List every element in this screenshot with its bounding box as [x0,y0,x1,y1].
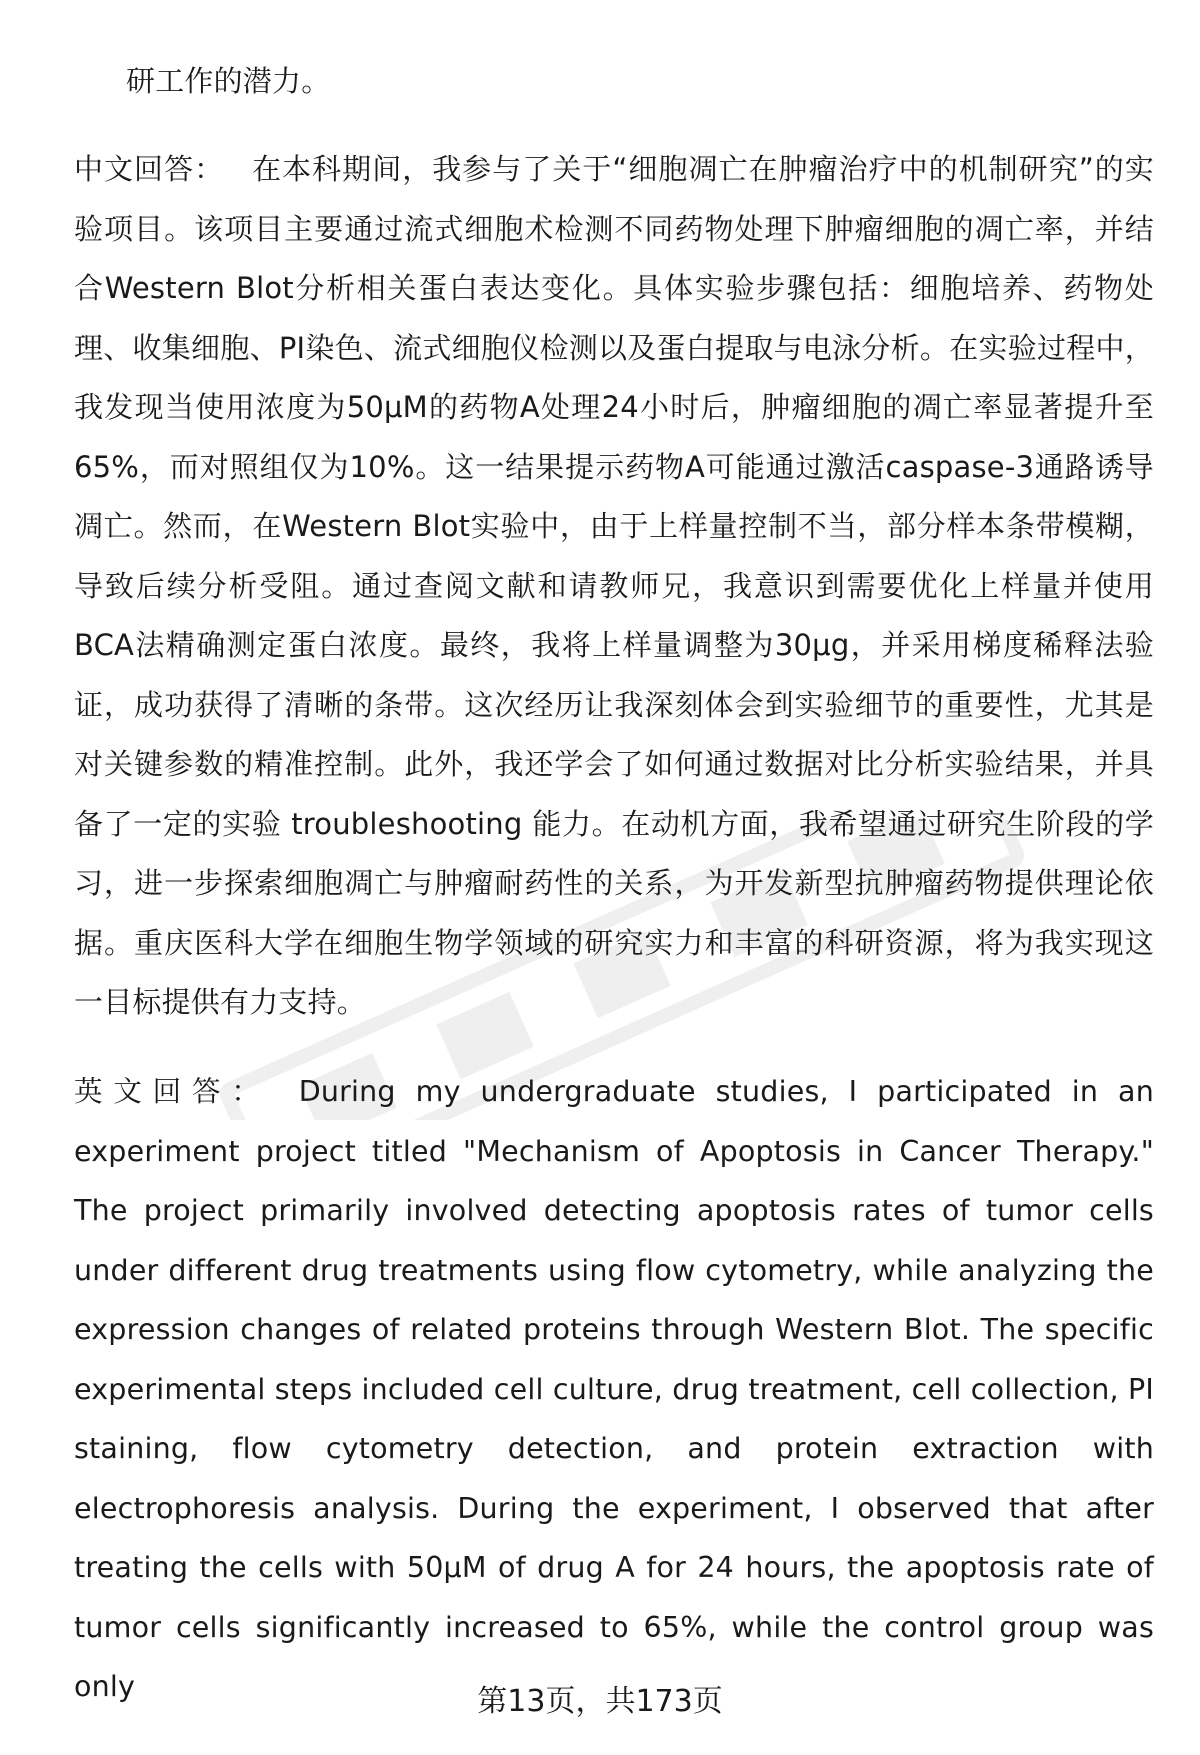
page-number-footer: 第13页，共173页 [477,1684,723,1719]
continued-paragraph [74,52,1154,112]
chinese-answer-paragraph [74,140,1154,1033]
english-answer-label: 英文回答： [74,1075,271,1108]
continued-text: 研工作的潜力。 [126,64,331,98]
english-answer-text: During my undergraduate studies, I participated in an experiment project titled "Mechanism of Apoptosis in Cancer Therapy." The project primarily involved detecting apoptosis rates of tumor cells under different drug treatments using flow cytometry, while analyzing the expression changes of related proteins through Western Blot. The specific experimental steps included cell culture, drug treatment, cell collection, PI staining, flow cytometry detection, and protein extraction with electrophoresis analysis. During the experiment, I observed that after treating the cells with 50μM of drug A for 24 hours, the apoptosis rate of tumor cells significantly increased to 65%, while the control group was only [74,1075,1154,1703]
chinese-answer-text: 在本科期间，我参与了关于“细胞凋亡在肿瘤治疗中的机制研究”的实验项目。该项目主要通过流式细胞术检测不同药物处理下肿瘤细胞的凋亡率，并结合Western Blot分析相关蛋白表达变化。具体实验步骤包括：细胞培养、药物处理、收集细胞、PI染色、流式细胞仪检测以及蛋白提取与电泳分析。在实验过程中，我发现当使用浓度为50μM的药物A处理24小时后，肿瘤细胞的凋亡率显著提升至65%，而对照组仅为10%。这一结果提示药物A可能通过激活caspase-3通路诱导凋亡。然而，在Western Blot实验中，由于上样量控制不当，部分样本条带模糊，导致后续分析受阻。通过查阅文献和请教师兄，我意识到需要优化上样量并使用BCA法精确测定蛋白浓度。最终，我将上样量调整为30μg，并采用梯度稀释法验证，成功获得了清晰的条带。这次经历让我深刻体会到实验细节的重要性，尤其是对关键参数的精准控制。此外，我还学会了如何通过数据对比分析实验结果，并具备了一定的实验 troubleshooting 能力。在动机方面，我希望通过研究生阶段的学习，进一步探索细胞凋亡与肿瘤耐药性的关系，为开发新型抗肿瘤药物提供理论依据。重庆医科大学在细胞生物学领域的研究实力和丰富的科研资源，将为我实现这一目标提供有力支持。 [74,152,1154,1019]
chinese-answer-label: 中文回答： [74,152,225,186]
english-answer-paragraph [74,1062,1154,1717]
